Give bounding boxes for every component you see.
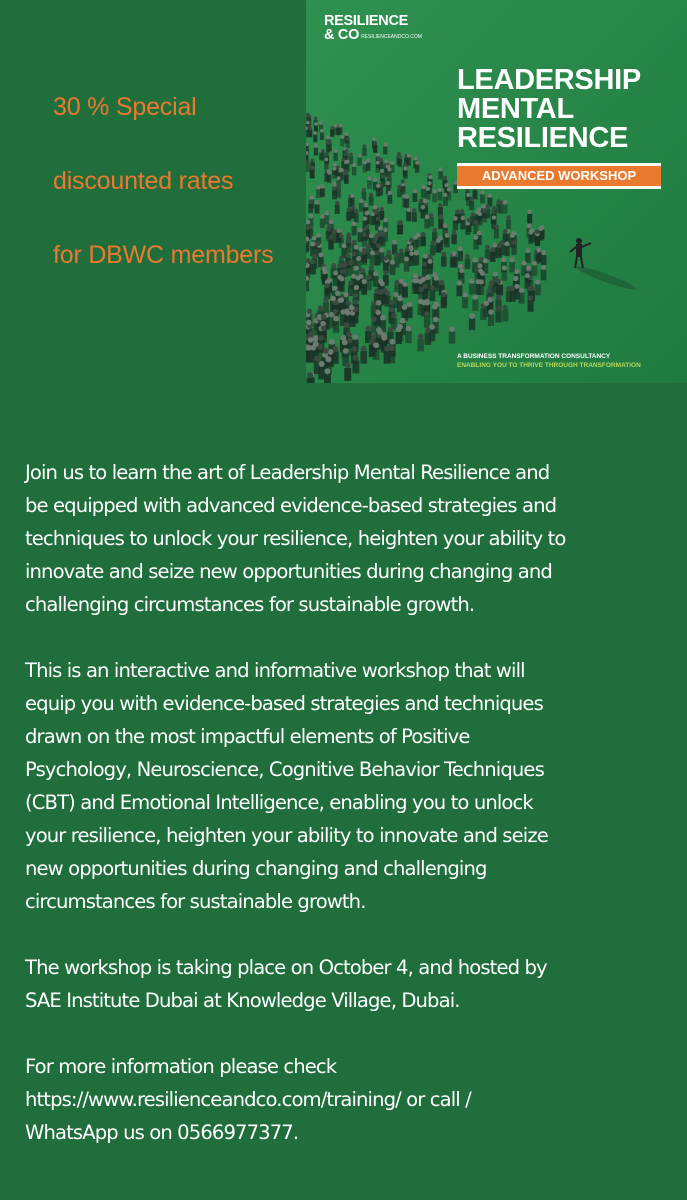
workshop-badge: ADVANCED WORKSHOP (457, 163, 661, 189)
promo-line: discounted rates (53, 167, 234, 195)
brand-line-2: & CO RESILIENCEANDCO.COM (324, 27, 422, 43)
tagline-line: ENABLING YOU TO THRIVE THROUGH TRANSFORMATION (457, 362, 641, 369)
paragraph-event (25, 951, 665, 1017)
promo-line: for DBWC members (53, 241, 274, 269)
brand-url: RESILIENCEANDCO.COM (361, 34, 422, 40)
workshop-description (25, 456, 665, 1182)
text-line: equip you with evidence-based strategies and techniques (25, 692, 543, 715)
brand-logo (324, 14, 422, 44)
text-line: drawn on the most impactful elements of Positive (25, 725, 470, 748)
workshop-poster (306, 0, 687, 383)
tagline-line: A BUSINESS TRANSFORMATION CONSULTANCY (457, 353, 611, 360)
title-line: MENTAL (457, 93, 574, 125)
text-line: your resilience, heighten your ability to innovate and seize (25, 824, 548, 847)
promo-offer (53, 70, 303, 292)
text-line: (CBT) and Emotional Intelligence, enabling you to unlock (25, 791, 533, 814)
poster-tagline (457, 352, 641, 370)
text-line: The workshop is taking place on October 4, and hosted by (25, 956, 547, 979)
brand-line: RESILIENCE (324, 13, 409, 29)
text-line: circumstances for sustainable growth. (25, 890, 366, 913)
text-line: Psychology, Neuroscience, Cognitive Behavior Techniques (25, 758, 544, 781)
contact-link[interactable]: https://www.resilienceandco.com/training/ or call / (25, 1088, 471, 1111)
text-line: challenging circumstances for sustainable growth. (25, 593, 475, 616)
text-line: new opportunities during changing and challenging (25, 857, 487, 880)
paragraph-details (25, 654, 665, 918)
text-line: Join us to learn the art of Leadership Mental Resilience and (25, 461, 550, 484)
poster-title (457, 66, 641, 153)
title-line: RESILIENCE (457, 122, 629, 154)
text-line: This is an interactive and informative workshop that will (25, 659, 525, 682)
title-line: LEADERSHIP (457, 64, 641, 96)
text-line: For more information please check (25, 1055, 337, 1078)
text-line: be equipped with advanced evidence-based strategies and (25, 494, 557, 517)
crowd-illustration (306, 0, 687, 383)
paragraph-intro (25, 456, 665, 621)
text-line: innovate and seize new opportunities during changing and (25, 560, 552, 583)
text-line: WhatsApp us on 0566977377. (25, 1121, 299, 1144)
paragraph-contact (25, 1050, 665, 1149)
text-line: SAE Institute Dubai at Knowledge Village, Dubai. (25, 989, 460, 1012)
promo-line: 30 % Special (53, 93, 197, 121)
text-line: techniques to unlock your resilience, heighten your ability to (25, 527, 566, 550)
